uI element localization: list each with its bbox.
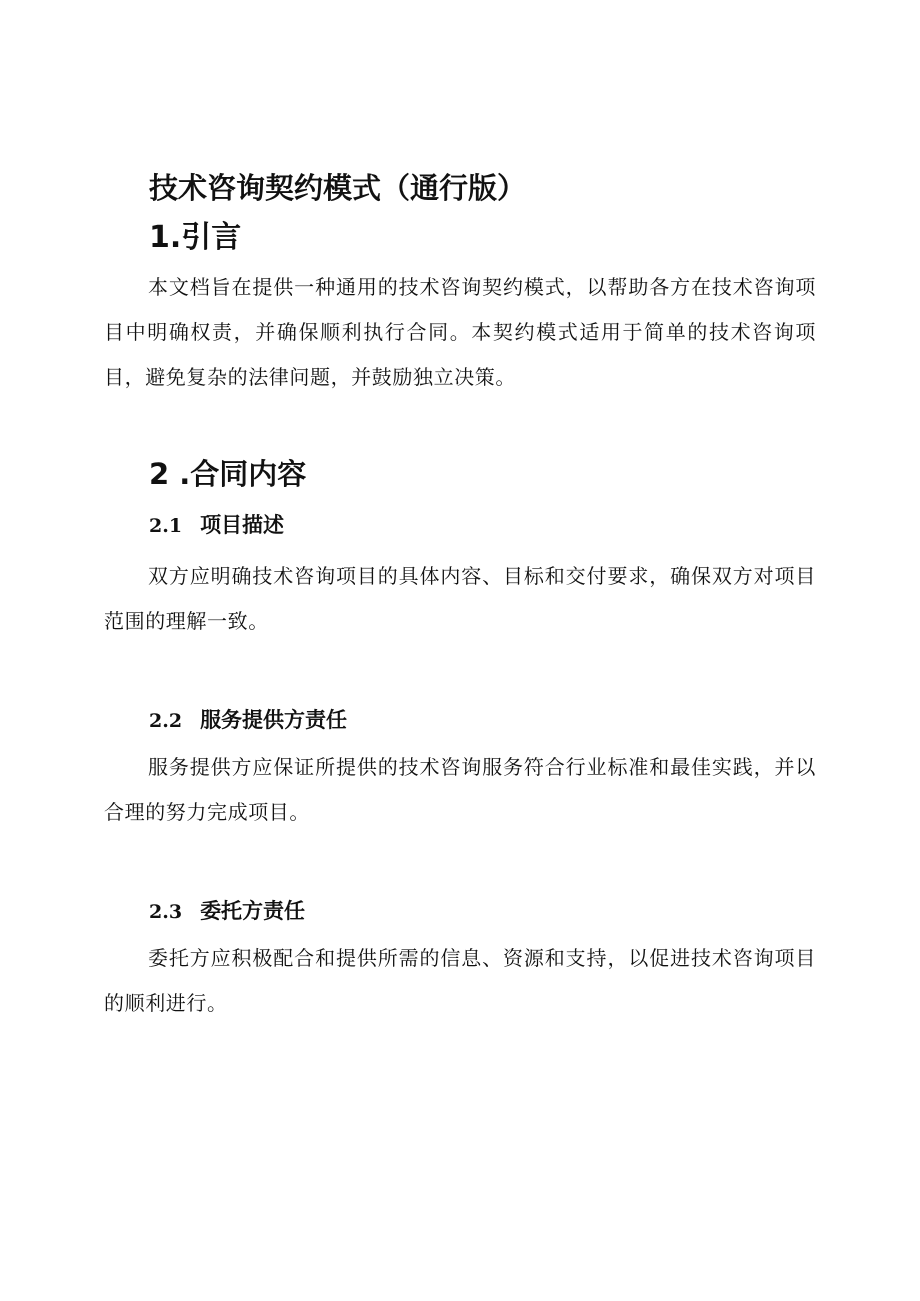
section-heading-introduction: 1.引言 [149, 220, 242, 255]
introduction-paragraph: 本文档旨在提供一种通用的技术咨询契约模式，以帮助各方在技术咨询项目中明确权责，并确保顺利执行合同。本契约模式适用于简单的技术咨询项目，避免复杂的法律问题，并鼓励独立决策。 [104, 275, 816, 389]
subsection-number: 2.1 [149, 515, 183, 537]
subsection-title: 委托方责任 [200, 899, 306, 923]
subsection-heading-provider-responsibility [149, 705, 347, 736]
subsection-heading-client-responsibility [149, 896, 305, 927]
subsection-title: 服务提供方责任 [200, 708, 348, 732]
subsection-heading-project-description [149, 510, 284, 541]
provider-responsibility-paragraph: 服务提供方应保证所提供的技术咨询服务符合行业标准和最佳实践，并以合理的努力完成项目。 [104, 755, 816, 824]
project-description-paragraph: 双方应明确技术咨询项目的具体内容、目标和交付要求，确保双方对项目范围的理解一致。 [104, 564, 816, 633]
document-title: 技术咨询契约模式（通行版） [149, 171, 527, 205]
subsection-number: 2.3 [149, 901, 183, 923]
subsection-number: 2.2 [149, 710, 183, 732]
subsection-title: 项目描述 [200, 513, 285, 537]
client-responsibility-paragraph: 委托方应积极配合和提供所需的信息、资源和支持，以促进技术咨询项目的顺利进行。 [104, 946, 816, 1015]
section-heading-contract-content: 2 .合同内容 [149, 457, 307, 491]
